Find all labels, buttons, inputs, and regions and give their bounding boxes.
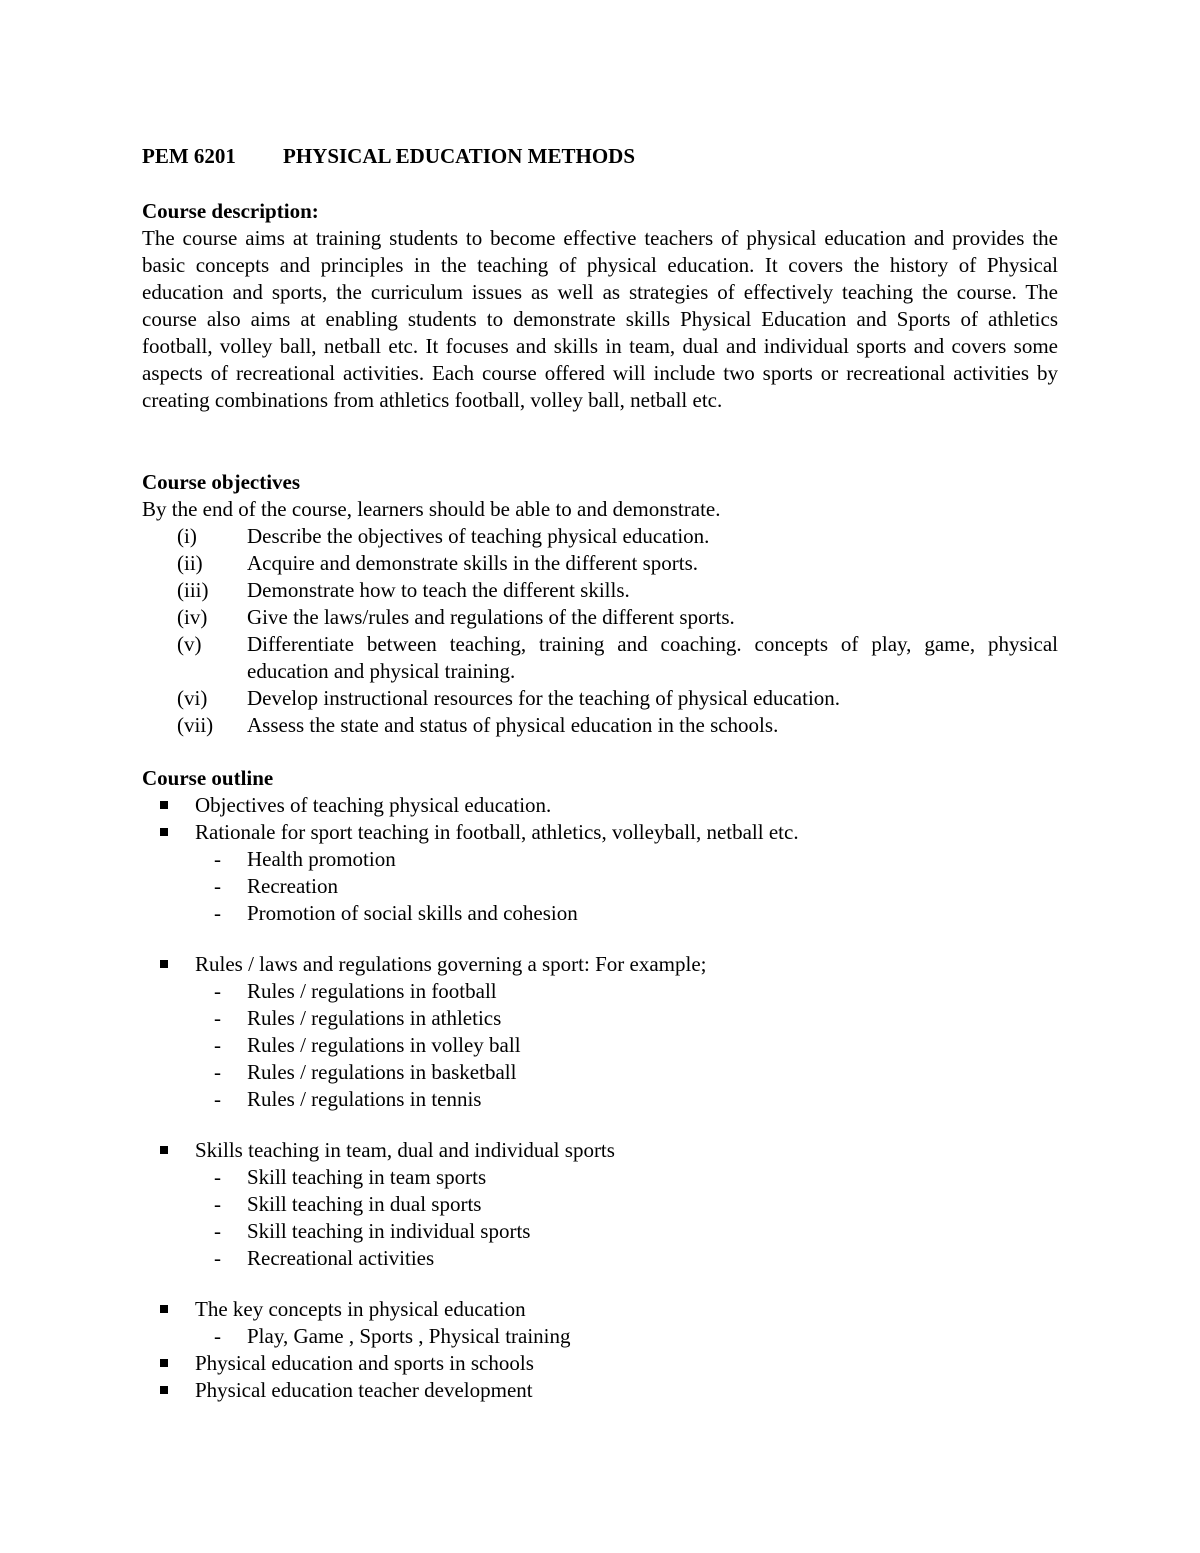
list-spacer [142,1272,1058,1296]
outline-subitem-text: Health promotion [247,847,396,871]
square-bullet-icon [160,1305,168,1313]
list-spacer [142,1113,1058,1137]
outline-subitem-text: Play, Game , Sports , Physical training [247,1324,571,1348]
outline-subitem-text: Recreational activities [247,1246,435,1270]
dash-marker: - [214,1165,221,1189]
outline-subitem [142,1032,1058,1059]
objective-item [142,523,1058,550]
square-bullet-icon [160,1359,168,1367]
objective-number: (iv) [177,605,208,629]
outline-subitem-text: Rules / regulations in basketball [247,1060,517,1084]
objective-text: Describe the objectives of teaching physical education. [247,524,710,548]
outline-bullet-text: Physical education teacher development [195,1378,533,1402]
dash-marker: - [214,979,221,1003]
square-bullet-icon [160,1146,168,1154]
dash-marker: - [214,1192,221,1216]
objective-number: (i) [177,524,197,548]
outline-bullet-text: Skills teaching in team, dual and individual sports [195,1138,615,1162]
objective-text: Give the laws/rules and regulations of the different sports. [247,605,735,629]
outline-subitem [142,978,1058,1005]
objective-text: Differentiate between teaching, training and coaching. concepts of play, game, physical education and physical training. [247,632,1058,683]
outline-subitem [142,1164,1058,1191]
dash-marker: - [214,1246,221,1270]
objective-item [142,577,1058,604]
list-spacer [142,927,1058,951]
dash-marker: - [214,1033,221,1057]
objective-number: (iii) [177,578,209,602]
outline-bullet [142,1137,1058,1164]
dash-marker: - [214,1006,221,1030]
outline-bullet [142,951,1058,978]
square-bullet-icon [160,801,168,809]
outline-list [142,792,1058,1404]
outline-subitem-text: Rules / regulations in volley ball [247,1033,521,1057]
objective-text: Develop instructional resources for the teaching of physical education. [247,686,841,710]
objective-item [142,685,1058,712]
description-text: The course aims at training students to become effective teachers of physical education and provides the basic concepts and principles in the teaching of physical education. It covers the history of Physical education and sports, the curriculum issues as well as strategies of effectively teaching the course. The course also aims at enabling students to demonstrate skills Physical Education and Sports of athletics football, volley ball, netball etc. It focuses and skills in team, dual and individual sports and covers some aspects of recreational activities. Each course offered will include two sports or recreational activities by creating combinations from athletics football, volley ball, netball etc. [142,226,1058,412]
outline-bullet-text: Rules / laws and regulations governing a sport: For example; [195,952,707,976]
outline-bullet [142,1350,1058,1377]
objective-item [142,604,1058,631]
objectives-list [142,523,1058,739]
outline-title: Course outline [142,766,274,790]
objective-number: (v) [177,632,202,656]
square-bullet-icon [160,828,168,836]
outline-bullet-text: Objectives of teaching physical education. [195,793,552,817]
outline-bullet-text: Physical education and sports in schools [195,1351,534,1375]
objective-item [142,712,1058,739]
outline-subitem-text: Recreation [247,874,338,898]
outline-subitem [142,1323,1058,1350]
outline-subitem-text: Skill teaching in team sports [247,1165,487,1189]
dash-marker: - [214,874,221,898]
outline-bullet-text: Rationale for sport teaching in football, athletics, volleyball, netball etc. [195,820,799,844]
square-bullet-icon [160,960,168,968]
course-title: PHYSICAL EDUCATION METHODS [283,144,635,168]
outline-bullet [142,1296,1058,1323]
outline-subitem [142,1086,1058,1113]
outline-subitem [142,900,1058,927]
course-heading [142,143,635,170]
dash-marker: - [214,1087,221,1111]
dash-marker: - [214,901,221,925]
outline-subitem [142,846,1058,873]
objective-number: (vii) [177,713,214,737]
outline-subitem-text: Rules / regulations in football [247,979,497,1003]
objective-text: Acquire and demonstrate skills in the different sports. [247,551,699,575]
square-bullet-icon [160,1386,168,1394]
course-code: PEM 6201 [142,144,236,168]
dash-marker: - [214,847,221,871]
objectives-title: Course objectives [142,470,301,494]
objective-text: Demonstrate how to teach the different skills. [247,578,630,602]
objective-text: Assess the state and status of physical education in the schools. [247,713,779,737]
outline-subitem [142,1218,1058,1245]
outline-subitem [142,1245,1058,1272]
objective-number: (ii) [177,551,203,575]
outline-bullet [142,819,1058,846]
outline-bullet-text: The key concepts in physical education [195,1297,526,1321]
outline-subitem [142,1005,1058,1032]
outline-subitem [142,1059,1058,1086]
dash-marker: - [214,1324,221,1348]
outline-bullet [142,792,1058,819]
outline-subitem-text: Rules / regulations in athletics [247,1006,502,1030]
outline-subitem-text: Rules / regulations in tennis [247,1087,482,1111]
outline-bullet [142,1377,1058,1404]
outline-subitem-text: Promotion of social skills and cohesion [247,901,578,925]
objectives-intro: By the end of the course, learners should be able to and demonstrate. [142,497,721,521]
outline-subitem [142,1191,1058,1218]
dash-marker: - [214,1060,221,1084]
outline-subitem-text: Skill teaching in individual sports [247,1219,531,1243]
objective-item [142,550,1058,577]
objective-item [142,631,1058,685]
dash-marker: - [214,1219,221,1243]
outline-subitem [142,873,1058,900]
objective-number: (vi) [177,686,208,710]
description-title: Course description: [142,199,319,223]
outline-subitem-text: Skill teaching in dual sports [247,1192,482,1216]
